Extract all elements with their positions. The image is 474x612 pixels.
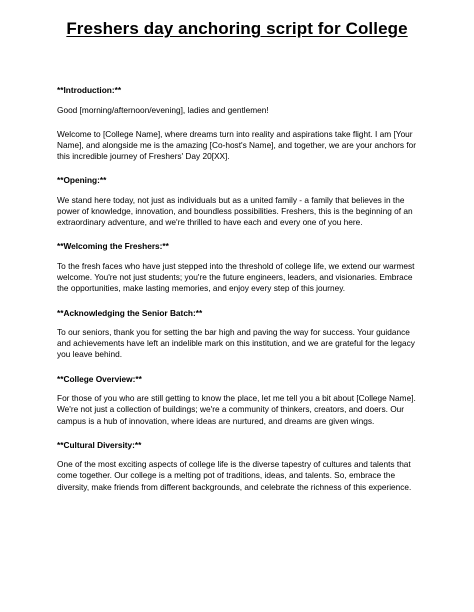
paragraph: For those of you who are still getting to know the place, let me tell you a bit about [College Name]. We're not just a collection of buildings; we're a community of thinkers, creators, and doers. Our campus is a hub of innovation, where ideas are nurtured, and dreams are given wings. xyxy=(57,393,416,426)
section-heading: **Introduction:** xyxy=(57,85,122,95)
paragraph: To the fresh faces who have just stepped into the threshold of college life, we extend our warmest welcome. You're not just students; you're the future engineers, leaders, and visionaries. Embrace the opportunities, make lasting memories, and enjoy every step of this journey. xyxy=(57,260,415,294)
paragraph: We stand here today, not just as individuals but as a united family - a family that believes in the power of knowledge, innovation, and boundless possibilities. Freshers, this is the beginning of an extraordinary adventure, and we're thrilled to have each and every one of you here. xyxy=(57,194,413,228)
paragraph: To our seniors, thank you for setting the bar high and paving the way for success. Your guidance and achievements have left an indelible mark on this institution, and we are grateful for the legacy you leave behind. xyxy=(57,327,415,360)
section-heading: **Welcoming the Freshers:** xyxy=(57,241,169,252)
paragraph: Good [morning/afternoon/evening], ladies and gentlemen! xyxy=(57,104,269,115)
section-cultural-diversity xyxy=(57,440,425,493)
section-heading: **Acknowledging the Senior Batch:** xyxy=(57,307,203,318)
document-body xyxy=(57,85,425,506)
section-heading: **College Overview:** xyxy=(57,373,142,384)
section-senior-batch xyxy=(57,308,425,361)
paragraph: Welcome to [College Name], where dreams turn into reality and aspirations take flight. I am [Your Name], and alongside me is the amazing [Co-host's Name], and together, we are your anchors for this incredible journey of Freshers' Day 20[XX]. xyxy=(57,128,416,162)
section-heading: **Opening:** xyxy=(57,175,107,186)
section-heading: **Cultural Diversity:** xyxy=(57,439,142,450)
section-welcoming-freshers xyxy=(57,241,425,294)
paragraph: One of the most exciting aspects of college life is the diverse tapestry of cultures and talents that come together. Our college is a melting pot of traditions, ideas, and talents. So, embrace the diversity, make friends from different backgrounds, and celebrate the richness of this experience. xyxy=(57,459,412,492)
document-title: Freshers day anchoring script for College xyxy=(66,19,408,38)
section-college-overview xyxy=(57,374,425,427)
section-introduction xyxy=(57,85,425,162)
section-opening xyxy=(57,175,425,228)
